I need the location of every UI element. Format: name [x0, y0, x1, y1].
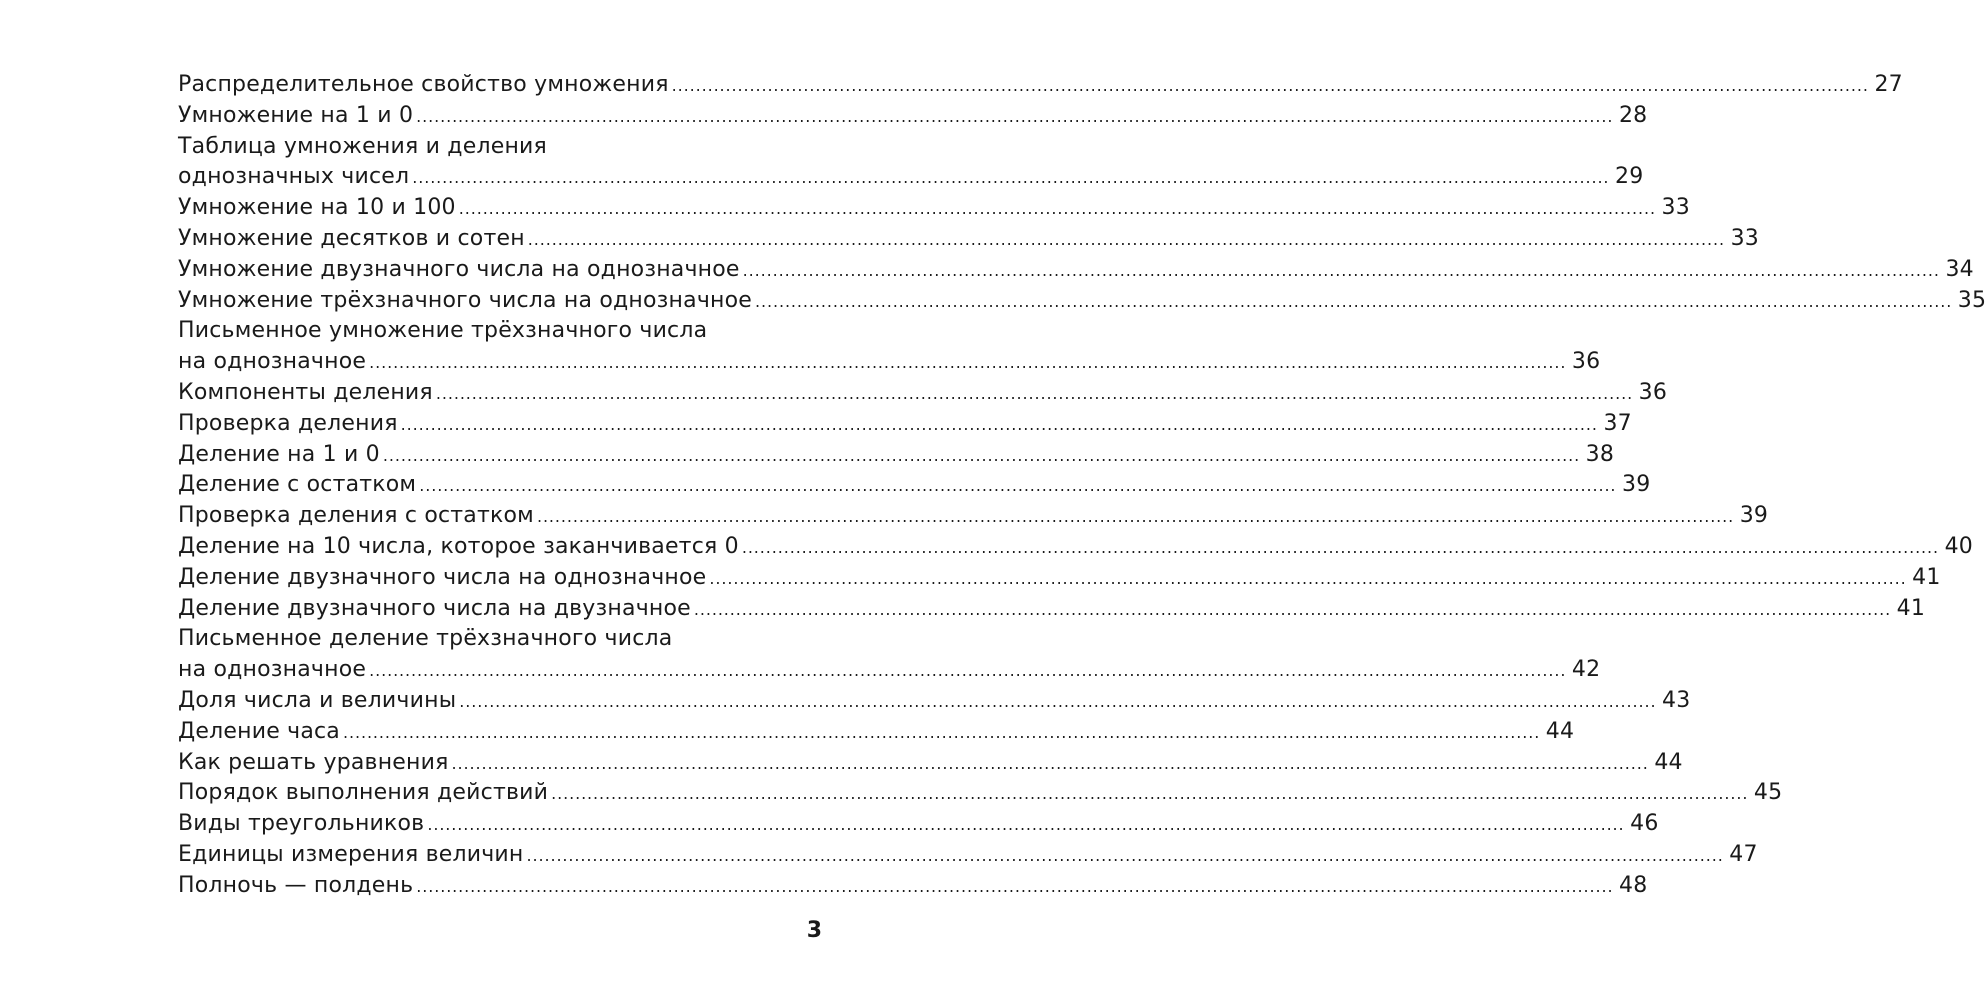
toc-entry[interactable] — [178, 409, 1632, 440]
toc-entry-title: Деление двузначного числа на двузначное — [178, 595, 691, 621]
toc-entry[interactable] — [178, 255, 1974, 286]
toc-entry[interactable] — [178, 440, 1615, 471]
toc-entry-title: Умножение на 1 и 0 — [178, 102, 414, 128]
toc-entry-page: 39 — [1622, 472, 1651, 498]
toc-entry[interactable] — [178, 594, 1926, 625]
toc-entry-page: 37 — [1603, 410, 1632, 436]
toc-entry-title: на однозначное — [178, 657, 367, 683]
toc-entry-page: 45 — [1753, 780, 1783, 806]
toc-entry-page: 27 — [1874, 72, 1903, 97]
page-number: 3 — [806, 918, 822, 943]
toc-entry-page: 38 — [1585, 441, 1615, 467]
toc-entry-title: Деление двузначного числа на однозначное — [178, 564, 707, 590]
dot-leader: ........................................................................................................................................................................................................ — [416, 876, 1614, 896]
toc-entry-page: 33 — [1661, 195, 1690, 221]
toc-entry-title: Единицы измерения величин — [178, 841, 524, 867]
toc-entry[interactable] — [178, 470, 1651, 501]
dot-leader: ........................................................................................................................................................................................................ — [419, 476, 1617, 496]
dot-leader: ........................................................................................................................................................................................................ — [435, 383, 1634, 403]
toc-entry-title: Проверка деления — [178, 410, 398, 436]
dot-leader: ........................................................................................................................................................................................................ — [400, 414, 1598, 434]
toc-entry-page: 33 — [1730, 225, 1759, 251]
dot-leader: ........................................................................................................................................................................................................ — [709, 568, 1907, 588]
toc-entry[interactable] — [178, 286, 1986, 317]
toc-entry[interactable] — [178, 686, 1691, 717]
toc-entry[interactable] — [178, 224, 1759, 255]
toc-entry-title: Деление с остатком — [178, 472, 417, 498]
toc-entry-title: Умножение на 10 и 100 — [178, 195, 456, 221]
toc-entry-page: 44 — [1545, 718, 1575, 744]
toc-entry-page: 36 — [1638, 379, 1668, 405]
toc-entry-page: 46 — [1630, 811, 1659, 837]
dot-leader: ........................................................................................................................................................................................................ — [671, 76, 1869, 95]
dot-leader: ........................................................................................................................................................................................................ — [369, 353, 1567, 373]
toc-entry-title: Как решать уравнения — [178, 749, 449, 775]
toc-entry-page: 41 — [1896, 595, 1926, 621]
dot-leader: ........................................................................................................................................................................................................ — [536, 507, 1735, 527]
toc-entry[interactable] — [178, 193, 1690, 224]
toc-entry-page: 44 — [1654, 749, 1683, 775]
dot-leader: ........................................................................................................................................................................................................ — [382, 445, 1581, 465]
dot-leader: ........................................................................................................................................................................................................ — [416, 106, 1614, 126]
toc-entry[interactable] — [178, 501, 1769, 532]
toc-entry-title: однозначных чисел — [178, 164, 410, 190]
toc-entry[interactable] — [178, 748, 1683, 779]
toc-entry-title: Умножение двузначного числа на однозначное — [178, 256, 740, 282]
toc-entry-title: Деление на 10 числа, которое заканчивается 0 — [178, 533, 739, 559]
toc-entry[interactable] — [178, 840, 1758, 871]
toc-entry-title: Компоненты деления — [178, 379, 433, 405]
toc-entry-title: Умножение десятков и сотен — [178, 225, 525, 251]
toc-entry-title: Проверка деления с остатком — [178, 503, 534, 529]
table-of-contents — [178, 70, 1986, 902]
toc-entry-title: на однозначное — [178, 349, 367, 375]
toc-entry-page: 28 — [1618, 102, 1648, 128]
dot-leader: ........................................................................................................................................................................................................ — [458, 199, 1656, 219]
dot-leader: ........................................................................................................................................................................................................ — [526, 845, 1724, 865]
dot-leader: ........................................................................................................................................................................................................ — [459, 691, 1657, 711]
toc-entry-page: 29 — [1615, 164, 1644, 190]
toc-entry-title: Порядок выполнения действий — [178, 780, 549, 806]
toc-entry[interactable] — [178, 717, 1575, 748]
toc-entry[interactable] — [178, 563, 1941, 594]
toc-entry-title-line1: Письменное умножение трёхзначного числа — [178, 318, 708, 344]
toc-entry-title: Распределительное свойство умножения — [178, 72, 669, 97]
toc-entry[interactable] — [178, 871, 1648, 902]
toc-entry-page: 39 — [1739, 503, 1769, 529]
toc-entry[interactable] — [178, 101, 1648, 132]
dot-leader: ........................................................................................................................................................................................................ — [741, 537, 1940, 557]
dot-leader: ........................................................................................................................................................................................................ — [551, 784, 1749, 804]
toc-entry[interactable] — [178, 378, 1668, 409]
dot-leader: ........................................................................................................................................................................................................ — [755, 291, 1953, 311]
toc-entry-title: Полночь — полдень — [178, 872, 414, 898]
toc-entry-page: 40 — [1944, 533, 1974, 559]
toc-list — [178, 70, 1986, 902]
toc-entry[interactable] — [178, 70, 1903, 101]
toc-entry-page: 35 — [1957, 287, 1986, 313]
toc-entry-title-line1: Письменное деление трёхзначного числа — [178, 626, 673, 652]
toc-entry-title: Умножение трёхзначного числа на однозначное — [178, 287, 753, 313]
dot-leader: ........................................................................................................................................................................................................ — [742, 260, 1940, 280]
toc-entry-title: Доля числа и величины — [178, 687, 457, 713]
dot-leader: ........................................................................................................................................................................................................ — [343, 722, 1541, 742]
toc-entry-title: Деление часа — [178, 718, 340, 744]
toc-entry-title: Деление на 1 и 0 — [178, 441, 380, 467]
toc-entry-page: 42 — [1571, 657, 1601, 683]
toc-entry[interactable] — [178, 532, 1974, 563]
dot-leader: ........................................................................................................................................................................................................ — [369, 661, 1567, 681]
dot-leader: ........................................................................................................................................................................................................ — [427, 815, 1625, 835]
dot-leader: ........................................................................................................................................................................................................ — [451, 753, 1649, 773]
toc-entry-page: 43 — [1662, 687, 1691, 713]
toc-entry-page: 34 — [1945, 256, 1974, 282]
toc-entry-page: 36 — [1571, 349, 1601, 375]
toc-entry[interactable] — [178, 624, 1601, 686]
toc-entry-page: 47 — [1729, 841, 1758, 867]
toc-entry-title: Виды треугольников — [178, 811, 425, 837]
toc-entry-page: 41 — [1912, 564, 1941, 590]
dot-leader: ........................................................................................................................................................................................................ — [527, 229, 1725, 249]
dot-leader: ........................................................................................................................................................................................................ — [693, 599, 1892, 619]
toc-entry[interactable] — [178, 316, 1601, 378]
toc-entry[interactable] — [178, 778, 1783, 809]
toc-entry-title-line1: Таблица умножения и деления — [178, 133, 547, 159]
toc-entry-page: 48 — [1619, 872, 1648, 898]
dot-leader: ........................................................................................................................................................................................................ — [412, 168, 1610, 188]
toc-entry[interactable] — [178, 809, 1659, 840]
toc-entry[interactable] — [178, 132, 1644, 194]
